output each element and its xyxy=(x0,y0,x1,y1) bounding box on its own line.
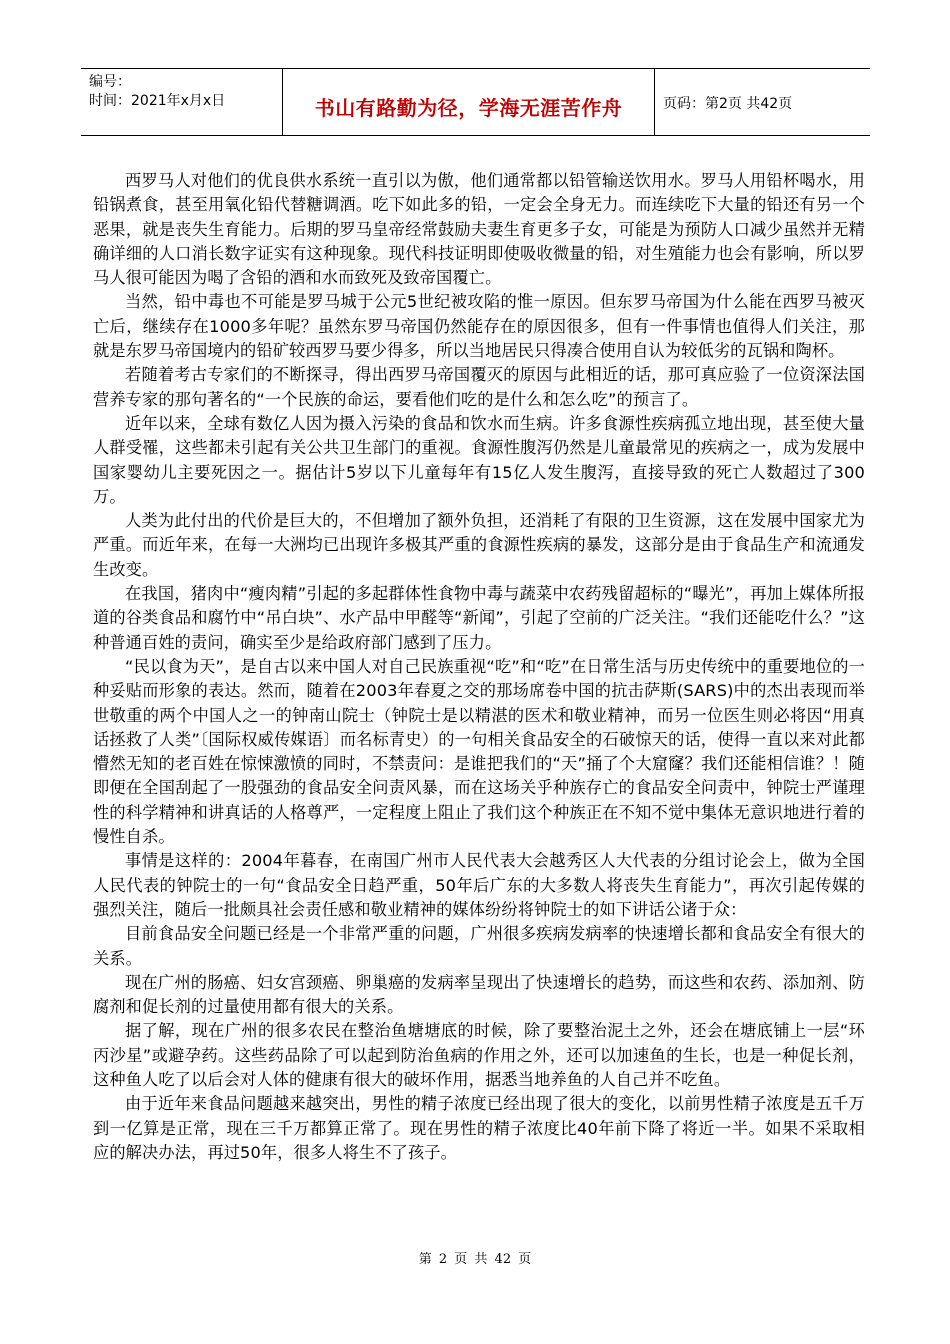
paragraph: 西罗马人对他们的优良供水系统一直引以为傲，他们通常都以铅管输送饮用水。罗马人用铅杯喝水，用铅锅煮食，甚至用氧化铅代替糖调酒。吃下如此多的铅，一定会全身无力。而连续吃下大量的铅还有另一个恶果，就是丧失生育能力。后期的罗马皇帝经常鼓励夫妻生育更多子女，可能是为预防人口减少虽然并无精确详细的人口消长数字证实有这种现象。现代科技证明即使吸收微量的铅，对生殖能力也会有影响，所以罗马人很可能因为喝了含铅的酒和水而致死及致帝国覆亡。 xyxy=(93,171,865,288)
doc-time-label: 时间：2021年x月x日 xyxy=(89,93,226,109)
paragraph: 当然，铅中毒也不可能是罗马城于公元5世纪被攻陷的惟一原因。但东罗马帝国为什么能在西罗马被灭亡后，继续存在1000多年呢？虽然东罗马帝国仍然能存在的原因很多，但有一件事情也值得人们关注，那就是东罗马帝国境内的铅矿较西罗马要少得多，所以当地居民只得凑合使用自认为较低劣的瓦锅和陶杯。 xyxy=(93,292,865,361)
paragraph: “民以食为天”，是自古以来中国人对自己民族重视“吃”和“吃”在日常生活与历史传统中的重要地位的一种妥贴而形象的表达。然而，随着在2003年春夏之交的那场席卷中国的抗击萨斯(SARS)中的杰出表现而举世敬重的两个中国人之一的钟南山院士（钟院士是以精湛的医术和敬业精神，而另一位医生则必将因“用真话拯救了人类”〔国际权威传媒语〕而名标青史）的一句相关食品安全的石破惊天的话，使得一直以来对此都懵然无知的老百姓在惊悚激愤的同时，不禁责问：是谁把我们的“天”捅了个大窟窿？我们还能相信谁？！随即便在全国刮起了一股强劲的食品安全问责风暴，而在这场关乎种族存亡的食品安全问责中，钟院士严谨理性的科学精神和讲真话的人格尊严，一定程度上阻止了我们这个种族正在不知不觉中集体无意识地进行着的慢性自杀。 xyxy=(93,656,865,847)
paragraph: 事情是这样的：2004年暮春，在南国广州市人民代表大会越秀区人大代表的分组讨论会上，做为全国人民代表的钟院士的一句“食品安全日趋严重，50年后广东的大多数人将丧失生育能力”，再次引起传媒的强烈关注，随后一批颇具社会责任感和敬业精神的媒体纷纷将钟院士的如下讲话公诸于众： xyxy=(93,851,865,919)
paragraph: 人类为此付出的代价是巨大的，不但增加了额外负担，还消耗了有限的卫生资源，这在发展中国家尤为严重。而近年来，在每一大洲均已出现许多极其严重的食源性疾病的暴发，这部分是由于食品生产和流通发生改变。 xyxy=(93,511,865,579)
header-motto-cell xyxy=(283,69,655,135)
header-motto: 书山有路勤为径，学海无涯苦作舟 xyxy=(314,96,623,120)
paragraph: 据了解，现在广州的很多农民在整治鱼塘塘底的时候，除了要整治泥土之外，还会在塘底铺上一层“环丙沙星”或避孕药。这些药品除了可以起到防治鱼病的作用之外，还可以加速鱼的生长，也是一种促长剂，这种鱼人吃了以后会对人体的健康有很大的破坏作用，据悉当地养鱼的人自己并不吃鱼。 xyxy=(93,1021,865,1089)
header-page-cell xyxy=(655,69,870,135)
page-footer: 第 2 页 共 42 页 xyxy=(418,1252,532,1267)
doc-number-label: 编号： xyxy=(89,74,131,90)
page-header xyxy=(81,68,870,136)
paragraph: 近年以来，全球有数亿人因为摄入污染的食品和饮水而生病。许多食源性疾病孤立地出现，甚至使大量人群受罹，这些都未引起有关公共卫生部门的重视。食源性腹泻仍然是儿童最常见的疾病之一，成为发展中国家婴幼儿主要死因之一。据估计5岁以下儿童每年有15亿人发生腹泻，直接导致的死亡人数超过了300万。 xyxy=(93,413,865,506)
document-body xyxy=(93,169,865,1165)
paragraph: 目前食品安全问题已经是一个非常严重的问题，广州很多疾病发病率的快速增长都和食品安全有很大的关系。 xyxy=(93,924,865,968)
header-page-label: 页码：第2页 共42页 xyxy=(663,96,793,112)
paragraph: 现在广州的肠癌、妇女宫颈癌、卵巢癌的发病率呈现出了快速增长的趋势，而这些和农药、添加剂、防腐剂和促长剂的过量使用都有很大的关系。 xyxy=(93,972,865,1017)
paragraph: 由于近年来食品问题越来越突出，男性的精子浓度已经出现了很大的变化，以前男性精子浓度是五千万到一亿算是正常，现在三千万都算正常了。现在男性的精子浓度比40年前下降了将近一半。如果不采取相应的解决办法，再过50年，很多人将生不了孩子。 xyxy=(93,1094,865,1162)
paragraph: 在我国，猪肉中“瘦肉精”引起的多起群体性食物中毒与蔬菜中农药残留超标的“曝光”，再加上媒体所报道的谷类食品和腐竹中“吊白块”、水产品中甲醛等“新闻”，引起了空前的广泛关注。“我们还能吃什么？”这种普通百姓的责问，确实至少是给政府部门感到了压力。 xyxy=(93,584,865,652)
paragraph: 若随着考古专家们的不断探寻，得出西罗马帝国覆灭的原因与此相近的话，那可真应验了一位资深法国营养专家的那句著名的“一个民族的命运，要看他们吃的是什么和怎么吃”的预言了。 xyxy=(93,365,865,409)
header-meta xyxy=(81,69,283,135)
